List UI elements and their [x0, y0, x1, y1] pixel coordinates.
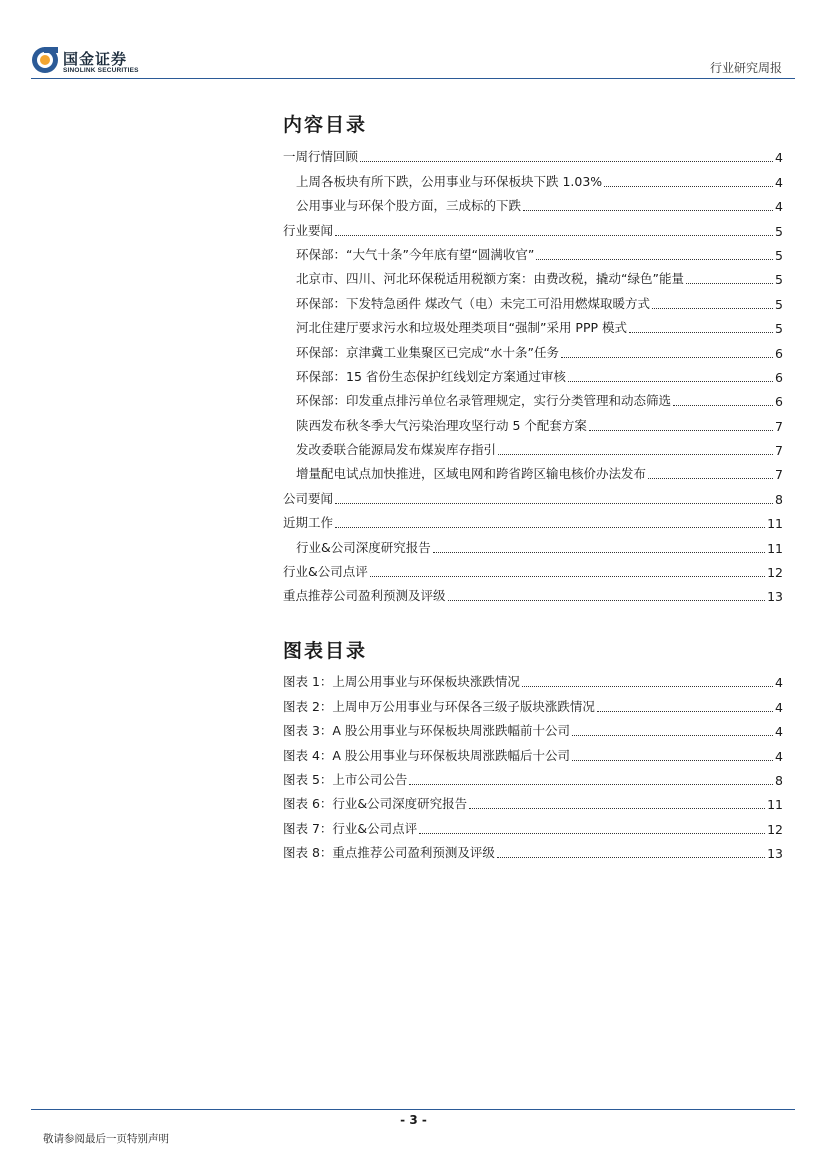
toc-leader-dots — [673, 405, 773, 406]
toc-leader-dots — [652, 308, 773, 309]
toc-entry-label: 行业&公司点评 — [283, 564, 368, 580]
header-divider — [31, 78, 795, 79]
toc-entry-page: 11 — [767, 540, 783, 556]
toc-entry-page: 11 — [767, 797, 783, 813]
toc-entry-label: 图表 7：行业&公司点评 — [283, 820, 418, 836]
toc-entry[interactable] — [283, 409, 783, 433]
toc-entry-page: 7 — [775, 443, 783, 459]
toc-entry-label: 北京市、四川、河北环保税适用税额方案：由费改税，撬动“绿色”能量 — [296, 271, 684, 287]
toc-leader-dots — [409, 784, 773, 785]
toc-entry-label: 行业&公司深度研究报告 — [296, 539, 431, 555]
toc-entry-label: 环保部：15 省份生态保护红线划定方案通过审核 — [296, 368, 566, 384]
toc-entry-label: 一周行情回顾 — [283, 149, 359, 165]
toc-leader-dots — [572, 760, 773, 761]
toc-leader-dots — [498, 454, 773, 455]
toc-entry-label: 陕西发布秋冬季大气污染治理攻坚行动 5 个配套方案 — [296, 417, 587, 433]
toc-entry-page: 4 — [775, 174, 783, 190]
toc-leader-dots — [370, 576, 765, 577]
page-header — [0, 0, 827, 82]
toc-entry-label: 环保部：京津冀工业集聚区已完成“水十条”任务 — [296, 344, 559, 360]
toc-entry[interactable] — [283, 788, 783, 812]
toc-entry[interactable] — [283, 312, 783, 336]
figures-title: 图表目录 — [283, 640, 368, 662]
toc-leader-dots — [448, 600, 766, 601]
toc-leader-dots — [433, 552, 765, 553]
toc-entry-page: 4 — [775, 724, 783, 740]
toc-leader-dots — [335, 527, 765, 528]
toc-entry-page: 8 — [775, 772, 783, 788]
logo-name: 国金证券 — [63, 50, 128, 68]
toc-entry-page: 4 — [775, 150, 783, 166]
toc-entry-label: 行业要闻 — [283, 222, 334, 238]
toc-entry-page: 5 — [775, 223, 783, 239]
toc-entry-label: 图表 5：上市公司公告 — [283, 771, 408, 787]
toc-entry-label: 公司要闻 — [283, 490, 334, 506]
toc-leader-dots — [572, 735, 773, 736]
logo-subtitle: SINOLINK SECURITIES — [63, 67, 139, 74]
toc-entry-label: 上周各板块有所下跌，公用事业与环保板块下跌 1.03% — [296, 173, 603, 189]
toc-entry-page: 5 — [775, 272, 783, 288]
toc-entry-label: 图表 8：重点推荐公司盈利预测及评级 — [283, 845, 495, 861]
toc-entry[interactable] — [283, 239, 783, 263]
report-type-label: 行业研究周报 — [709, 61, 782, 75]
toc-entry-label: 环保部：印发重点排污单位名录管理规定，实行分类管理和动态筛选 — [296, 393, 672, 409]
toc-leader-dots — [360, 161, 773, 162]
toc-entry-page: 5 — [775, 247, 783, 263]
toc-entry[interactable] — [283, 287, 783, 311]
toc-entry-label: 图表 1：上周公用事业与环保板块涨跌情况 — [283, 674, 520, 690]
toc-leader-dots — [629, 332, 773, 333]
toc-entry-label: 发改委联合能源局发布煤炭库存指引 — [296, 442, 497, 458]
toc-entry[interactable] — [283, 190, 783, 214]
toc-leader-dots — [522, 686, 773, 687]
toc-entry-label: 增量配电试点加快推进，区域电网和跨省跨区输电核价办法发布 — [296, 466, 647, 482]
toc-entry-page: 4 — [775, 675, 783, 691]
toc-entry[interactable] — [283, 715, 783, 739]
toc-entry[interactable] — [283, 531, 783, 555]
toc-leader-dots — [648, 478, 773, 479]
footer-divider — [31, 1109, 795, 1110]
toc-leader-dots — [419, 833, 765, 834]
figures-list — [283, 666, 783, 861]
toc-entry-page: 4 — [775, 748, 783, 764]
toc-entry-page: 5 — [775, 321, 783, 337]
toc-leader-dots — [497, 857, 765, 858]
toc-entry[interactable] — [283, 165, 783, 189]
toc-entry-label: 图表 3：A 股公用事业与环保板块周涨跌幅前十公司 — [283, 723, 570, 739]
toc-entry-page: 4 — [775, 199, 783, 215]
toc-entry[interactable] — [283, 690, 783, 714]
toc-entry[interactable] — [283, 580, 783, 604]
toc-entry-page: 7 — [775, 418, 783, 434]
toc-leader-dots — [523, 210, 773, 211]
toc-entry-page: 12 — [767, 821, 783, 837]
toc-entry-label: 河北住建厅要求污水和垃圾处理类项目“强制”采用 PPP 模式 — [296, 320, 628, 336]
toc-leader-dots — [597, 711, 773, 712]
toc-leader-dots — [589, 430, 773, 431]
toc-entry-page: 7 — [775, 467, 783, 483]
page-number: - 3 - — [400, 1113, 427, 1127]
footer-disclaimer: 敬请参阅最后一页特别声明 — [43, 1133, 169, 1145]
toc-entry[interactable] — [283, 214, 783, 238]
toc-entry-page: 5 — [775, 296, 783, 312]
toc-entry-page: 6 — [775, 394, 783, 410]
toc-entry-page: 11 — [767, 516, 783, 532]
toc-entry[interactable] — [283, 556, 783, 580]
toc-entry-label: 图表 4：A 股公用事业与环保板块周涨跌幅后十公司 — [283, 747, 570, 763]
toc-entry[interactable] — [283, 507, 783, 531]
contents-title: 内容目录 — [283, 114, 368, 136]
toc-leader-dots — [536, 259, 773, 260]
toc-entry[interactable] — [283, 458, 783, 482]
toc-entry-label: 图表 2：上周申万公用事业与环保各三级子版块涨跌情况 — [283, 698, 595, 714]
toc-entry-label: 重点推荐公司盈利预测及评级 — [283, 588, 446, 604]
toc-entry-page: 13 — [767, 589, 783, 605]
contents-list — [283, 141, 783, 604]
toc-entry-label: 环保部：下发特急函件 煤改气（电）未完工可沿用燃煤取暖方式 — [296, 295, 650, 311]
toc-entry[interactable] — [283, 666, 783, 690]
toc-entry[interactable] — [283, 361, 783, 385]
toc-entry-label: 图表 6：行业&公司深度研究报告 — [283, 796, 468, 812]
toc-entry-page: 13 — [767, 846, 783, 862]
toc-leader-dots — [561, 357, 773, 358]
toc-entry[interactable] — [283, 141, 783, 165]
toc-entry[interactable] — [283, 739, 783, 763]
toc-entry[interactable] — [283, 482, 783, 506]
toc-entry-label: 近期工作 — [283, 515, 334, 531]
toc-entry[interactable] — [283, 812, 783, 836]
toc-entry[interactable] — [283, 263, 783, 287]
toc-entry-page: 6 — [775, 345, 783, 361]
company-logo — [31, 46, 161, 78]
toc-entry-page: 6 — [775, 369, 783, 385]
toc-entry[interactable] — [283, 336, 783, 360]
toc-entry-label: 公用事业与环保个股方面，三成标的下跌 — [296, 198, 522, 214]
toc-entry-page: 4 — [775, 699, 783, 715]
toc-entry-label: 环保部：“大气十条”今年底有望“圆满收官” — [296, 246, 535, 262]
toc-entry[interactable] — [283, 837, 783, 861]
toc-leader-dots — [686, 283, 773, 284]
toc-entry-page: 12 — [767, 565, 783, 581]
toc-leader-dots — [469, 808, 765, 809]
toc-leader-dots — [604, 186, 773, 187]
toc-leader-dots — [335, 503, 773, 504]
toc-entry[interactable] — [283, 764, 783, 788]
toc-entry-page: 8 — [775, 491, 783, 507]
toc-leader-dots — [568, 381, 773, 382]
logo-mark-icon — [31, 46, 59, 74]
toc-entry[interactable] — [283, 434, 783, 458]
toc-entry[interactable] — [283, 385, 783, 409]
toc-leader-dots — [335, 235, 773, 236]
